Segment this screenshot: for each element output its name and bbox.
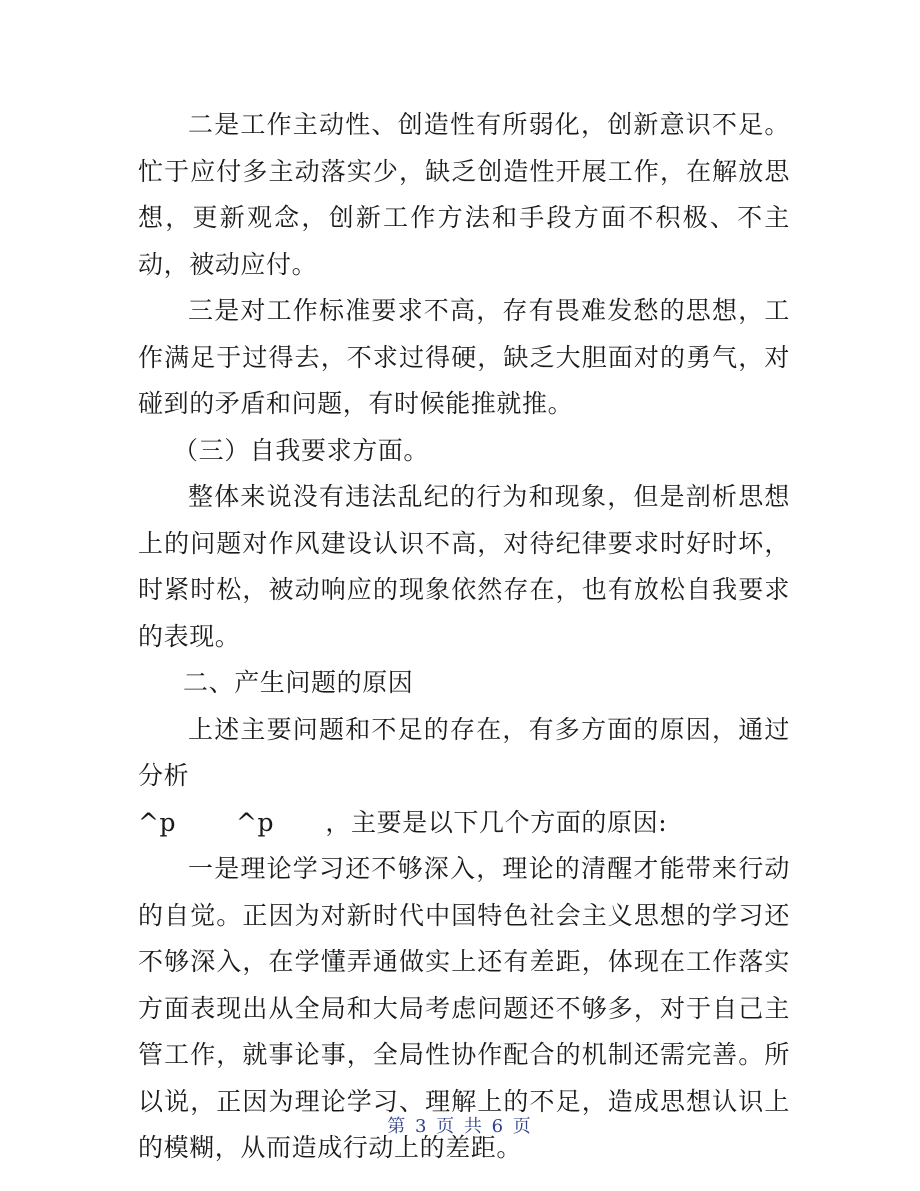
paragraph-causes-intro: 上述主要问题和不足的存在，有多方面的原因，通过分析 [138, 714, 790, 790]
causes-summary-text: ，主要是以下几个方面的原因: [325, 807, 668, 837]
paragraph-initiative: 二是工作主动性、创造性有所弱化，创新意识不足。忙于应付多主动落实少，缺乏创造性开展工作，在解放思想，更新观念，创新工作方法和手段方面不积极、不主动，被动应付。 [138, 110, 790, 279]
marker-b: ^p [235, 807, 275, 837]
section-heading-self-requirements: （三）自我要求方面。 [173, 435, 430, 465]
document-body [138, 102, 790, 1172]
section-heading-causes: 二、产生问题的原因 [183, 668, 414, 697]
paragraph-discipline: 整体来说没有违法乱纪的行为和现象，但是剖析思想上的问题对作风建设认识不高，对待纪律要求时好时坏，时紧时松，被动响应的现象依然存在，也有放松自我要求的表现。 [138, 482, 790, 651]
paragraph-theory-study: 一是理论学习还不够深入，理论的清醒才能带来行动的自觉。正因为对新时代中国特色社会主义思想的学习还不够深入，在学懂弄通做实上还有差距，体现在工作落实方面表现出从全局和大局考虑问题还不够多，对于自己主管工作，就事论事，全局性协作配合的机制还需完善。所以说，正因为理论学习、理解上的不足，造成思想认识上的模糊，从而造成行动上的差距。 [138, 854, 790, 1162]
page-number-footer: 第 3 页 共 6 页 [387, 1116, 533, 1137]
marker-a: ^p [138, 807, 177, 837]
paragraph-causes-summary [138, 800, 790, 847]
paragraph-standards: 三是对工作标准要求不高，存有畏难发愁的思想，工作满足于过得去，不求过得硬，缺乏大胆面对的勇气，对碰到的矛盾和问题，有时候能推就推。 [138, 296, 790, 418]
